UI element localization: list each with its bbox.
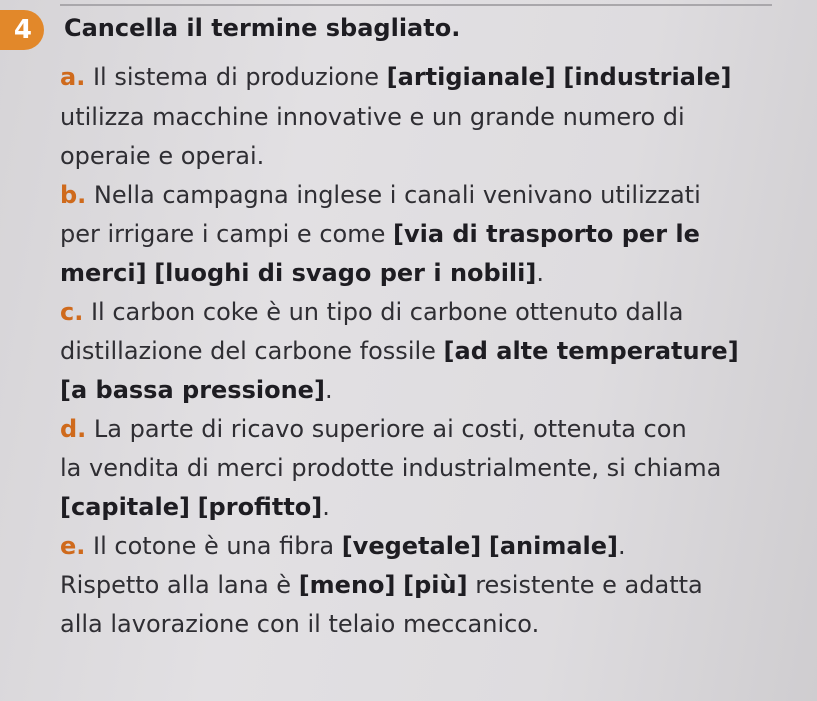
item-a-option-1[interactable]: [artigianale] (386, 63, 556, 91)
item-c-option-2[interactable]: [a bassa pressione] (60, 376, 325, 404)
exercise-instruction: Cancella il termine sbagliato. (64, 14, 461, 42)
item-d-text: La parte di ricavo superiore ai costi, ottenuta con (86, 415, 687, 443)
item-a-letter: a. (60, 63, 86, 91)
item-c-option-1[interactable]: [ad alte temperature] (443, 337, 739, 365)
item-e-letter: e. (60, 532, 86, 560)
item-b-option-1a[interactable]: [via di trasporto per le (392, 220, 700, 248)
item-e-line-1 (60, 532, 626, 560)
item-b-line-3 (60, 259, 544, 287)
item-a-line-3: operaie e operai. (60, 142, 265, 170)
item-a-line-2: utilizza macchine innovative e un grande numero di (60, 103, 685, 131)
item-b-period: . (536, 259, 544, 287)
item-c-line-3 (60, 376, 333, 404)
item-b-letter: b. (60, 181, 87, 209)
item-d-line-2: la vendita di merci prodotte industrialmente, si chiama (60, 454, 722, 482)
item-e-line-2 (60, 571, 703, 599)
item-c-period: . (324, 376, 333, 404)
item-c-letter: c. (60, 298, 84, 326)
item-d-period: . (322, 493, 330, 521)
item-c-text-2: distillazione del carbone fossile (60, 337, 444, 365)
item-e-text-3: resistente e adatta (467, 571, 703, 599)
item-e-option-1[interactable]: [vegetale] (341, 532, 482, 560)
item-c-line-1 (60, 298, 683, 326)
item-a-text: Il sistema di produzione (85, 63, 387, 91)
item-e-text-2: Rispetto alla lana è (60, 571, 299, 599)
item-b-text: Nella campagna inglese i canali venivano utilizzati (86, 181, 701, 209)
item-b-line-1 (60, 181, 701, 209)
item-c-text: Il carbon coke è un tipo di carbone ottenuto dalla (83, 298, 684, 326)
item-d-letter: d. (60, 415, 87, 443)
item-c-line-2 (60, 337, 739, 365)
item-e-option-3[interactable]: [meno] (298, 571, 396, 599)
item-a-line-1 (60, 63, 731, 91)
item-d-option-2[interactable]: [profitto] (197, 493, 323, 521)
item-b-text-2: per irrigare i campi e come (60, 220, 393, 248)
item-b-option-2[interactable]: [luoghi di svago per i nobili] (154, 259, 537, 287)
item-e-period: . (618, 532, 626, 560)
top-rule (60, 4, 772, 6)
item-e-line-3: alla lavorazione con il telaio meccanico. (60, 610, 540, 638)
item-b-line-2 (60, 220, 700, 248)
exercise-number-badge: 4 (0, 10, 44, 50)
item-d-line-1 (60, 415, 687, 443)
item-a-option-2[interactable]: [industriale] (563, 63, 732, 91)
item-d-option-1[interactable]: [capitale] (60, 493, 190, 521)
item-e-option-2[interactable]: [animale] (488, 532, 618, 560)
item-d-line-3 (60, 493, 330, 521)
item-b-option-1b[interactable]: merci] (60, 259, 147, 287)
item-e-option-4[interactable]: [più] (403, 571, 468, 599)
item-e-text: Il cotone è una fibra (85, 532, 342, 560)
